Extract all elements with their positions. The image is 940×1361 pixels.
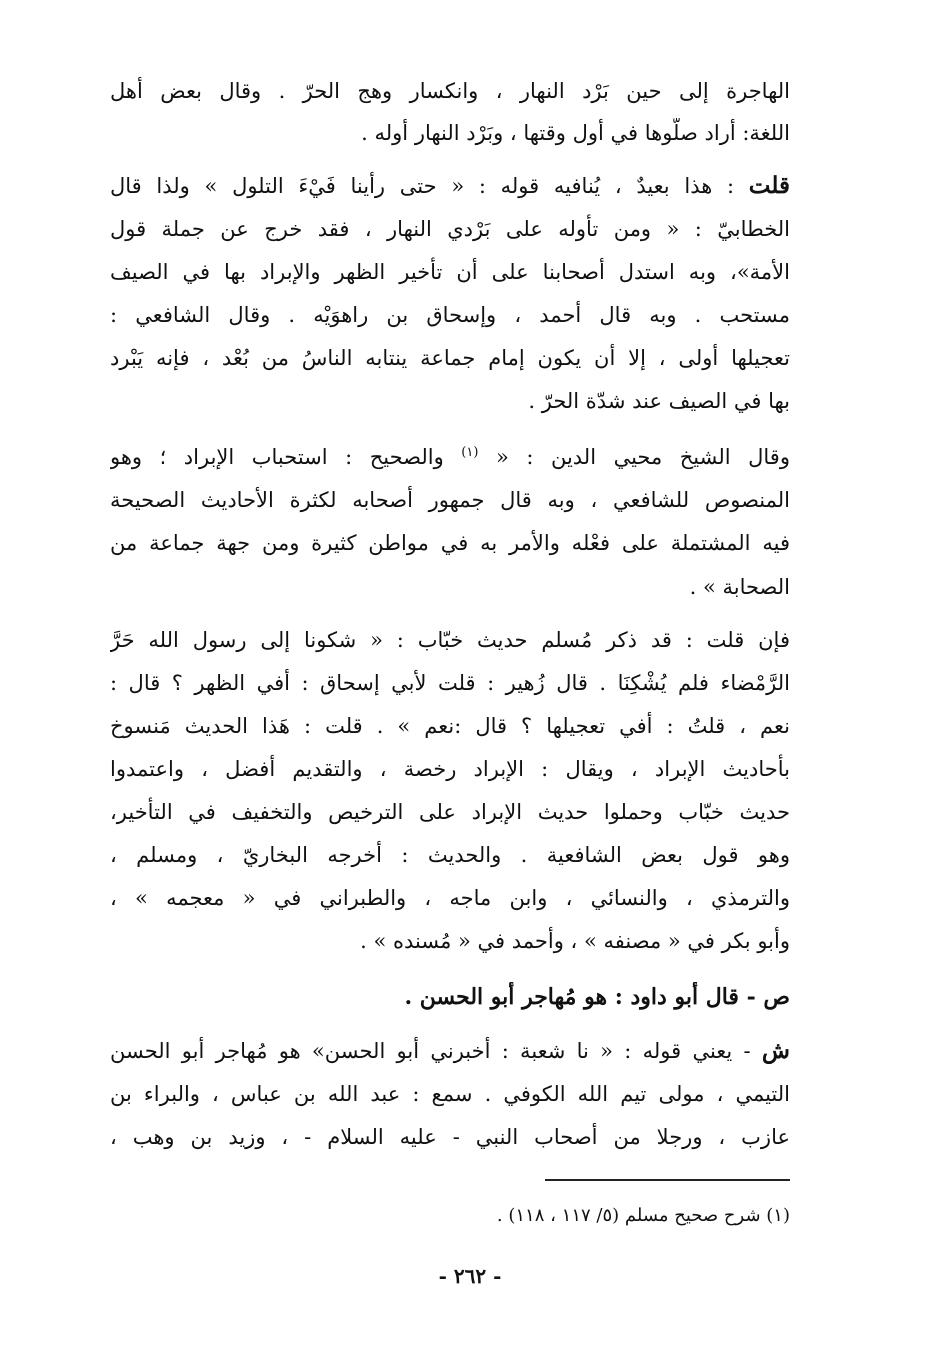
lead-word-sharh: ش	[761, 1037, 790, 1064]
lead-word-qult: قلت	[748, 172, 790, 199]
text-span: والصحيح : استحباب الإبراد ؛ وهو	[110, 445, 444, 469]
section-heading: ص - قال أبو داود : هو مُهاجر أبو الحسن .	[404, 984, 790, 1010]
page-number: - ٢٦٢ -	[438, 1264, 502, 1288]
text-line: اللغة: أراد صلُّوها في أول وقتها ، وبَرْد النهار أوله .	[361, 121, 790, 145]
text-line: وأبو بكر في « مصنفه » ، وأحمد في « مُسنده » .	[360, 929, 790, 953]
text-line	[110, 171, 790, 201]
text-line: فإن قلت : قد ذكر مُسلم حديث خبّاب : « شكونا إلى رسول الله حَرَّ	[110, 628, 790, 652]
text-line: والترمذي ، والنسائي ، وابن ماجه ، والطبراني في « معجمه » ،	[110, 886, 790, 910]
text-line: الخطابيّ : « ومن تأوله على بَرْدي النهار ، فقد خرج عن جملة قول	[110, 217, 790, 241]
footnote-separator	[545, 1179, 790, 1181]
text-line: المنصوص للشافعي ، وبه قال جمهور أصحابه لكثرة الأحاديث الصحيحة	[110, 488, 790, 512]
text-line: نعم ، قلتُ : أفي تعجيلها ؟ قال :نعم » . قلت : هَذا الحديث مَنسوخ	[110, 714, 790, 738]
text-line: التيمي ، مولى تيم الله الكوفي . سمع : عبد الله بن عباس ، والبراء بن	[110, 1082, 790, 1106]
text-line: بها في الصيف عند شدّة الحرّ .	[528, 389, 790, 413]
text-line: حديث خبّاب وحملوا حديث الإبراد على الترخيص والتخفيف في التأخير،	[110, 800, 790, 824]
text-line: وهو قول بعض الشافعية . والحديث : أخرجه البخاريّ ، ومسلم ،	[110, 843, 790, 867]
text-line: الصحابة » .	[689, 575, 790, 599]
footnote-marker: (١)	[461, 445, 479, 460]
text-line: عازب ، ورجلا من أصحاب النبي - عليه السلام - ، وزيد بن وهب ،	[110, 1125, 790, 1149]
text-line: مستحب . وبه قال أحمد ، وإسحاق بن راهوَيْه . وقال الشافعي :	[110, 303, 790, 327]
text-line: الأمة»، وبه استدل أصحابنا على أن تأخير الظهر والإبراد بها في الصيف	[110, 260, 790, 284]
footnote: (١) شرح صحيح مسلم (٥/ ١١٧ ، ١١٨) .	[496, 1205, 790, 1226]
text-span: : هذا بعيدٌ ، يُنافيه قوله : « حتى رأينا فَيْءَ التلول » ولذا قال	[110, 174, 735, 198]
text-line: الهاجرة إلى حين بَرْد النهار ، وانكسار وهج الحرّ . وقال بعض أهل	[110, 79, 790, 103]
text-line: فيه المشتملة على فعْله والأمر به في مواطن كثيرة ومن جهة جماعة من	[110, 531, 790, 555]
text-line: تعجيلها أولى ، إلا أن يكون إمام جماعة ينتابه الناسُ من بُعْد ، فإنه يَبْرد	[110, 346, 790, 370]
text-span: وقال الشيخ محيي الدين : «	[495, 445, 790, 469]
text-line: الرَّمْضاء فلم يُشْكِنَا . قال زُهير : قلت لأبي إسحاق : أفي الظهر ؟ قال :	[110, 671, 790, 695]
text-line	[110, 442, 790, 472]
text-line: بأحاديث الإبراد ، ويقال : الإبراد رخصة ، والتقديم أفضل ، واعتمدوا	[110, 757, 790, 781]
text-line	[110, 1036, 790, 1066]
text-span: - يعني قوله : « نا شعبة : أخبرني أبو الحسن» هو مُهاجر أبو الحسن	[110, 1039, 751, 1063]
